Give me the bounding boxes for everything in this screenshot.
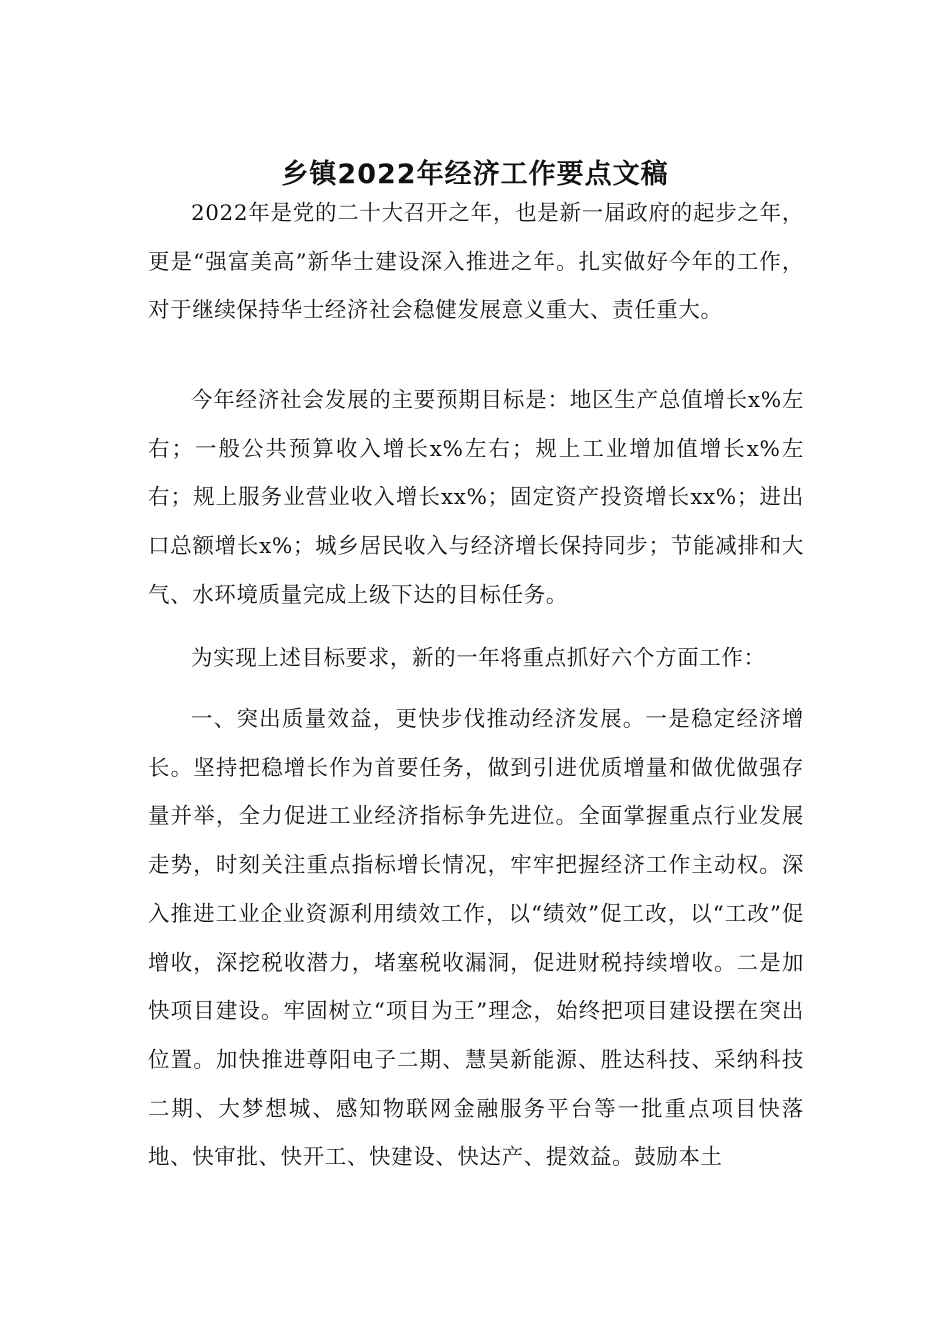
paragraph-intro: 2022年是党的二十大召开之年，也是新一届政府的起步之年，更是“强富美高”新华士建设深入推进之年。扎实做好今年的工作，对于继续保持华士经济社会稳健发展意义重大、责任重大。 <box>148 201 804 324</box>
paragraph-targets: 今年经济社会发展的主要预期目标是：地区生产总值增长x%左右；一般公共预算收入增长x%左右；规上工业增加值增长x%左右；规上服务业营业收入增长xx%；固定资产投资增长xx%；进出口总额增长x%；城乡居民收入与经济增长保持同步；节能减排和大气、水环境质量完成上级下达的目标任务。 <box>148 388 804 608</box>
paragraph-section-one: 一、突出质量效益，更快步伐推动经济发展。一是稳定经济增长。坚持把稳增长作为首要任务，做到引进优质增量和做优做强存量并举，全力促进工业经济指标争先进位。全面掌握重点行业发展走势，时刻关注重点指标增长情况，牢牢把握经济工作主动权。深入推进工业企业资源利用绩效工作，以“绩效”促工改，以“工改”促增收，深挖税收潜力，堵塞税收漏洞，促进财税持续增收。二是加快项目建设。牢固树立“项目为王”理念，始终把项目建设摆在突出位置。加快推进尊阳电子二期、慧昊新能源、胜达科技、采纳科技二期、大梦想城、感知物联网金融服务平台等一批重点项目快落地、快审批、快开工、快建设、快达产、提效益。鼓励本土 <box>148 707 804 1171</box>
document-title: 乡镇2022年经济工作要点文稿 <box>281 159 669 190</box>
paragraph-focus-areas: 为实现上述目标要求，新的一年将重点抓好六个方面工作： <box>191 646 766 671</box>
